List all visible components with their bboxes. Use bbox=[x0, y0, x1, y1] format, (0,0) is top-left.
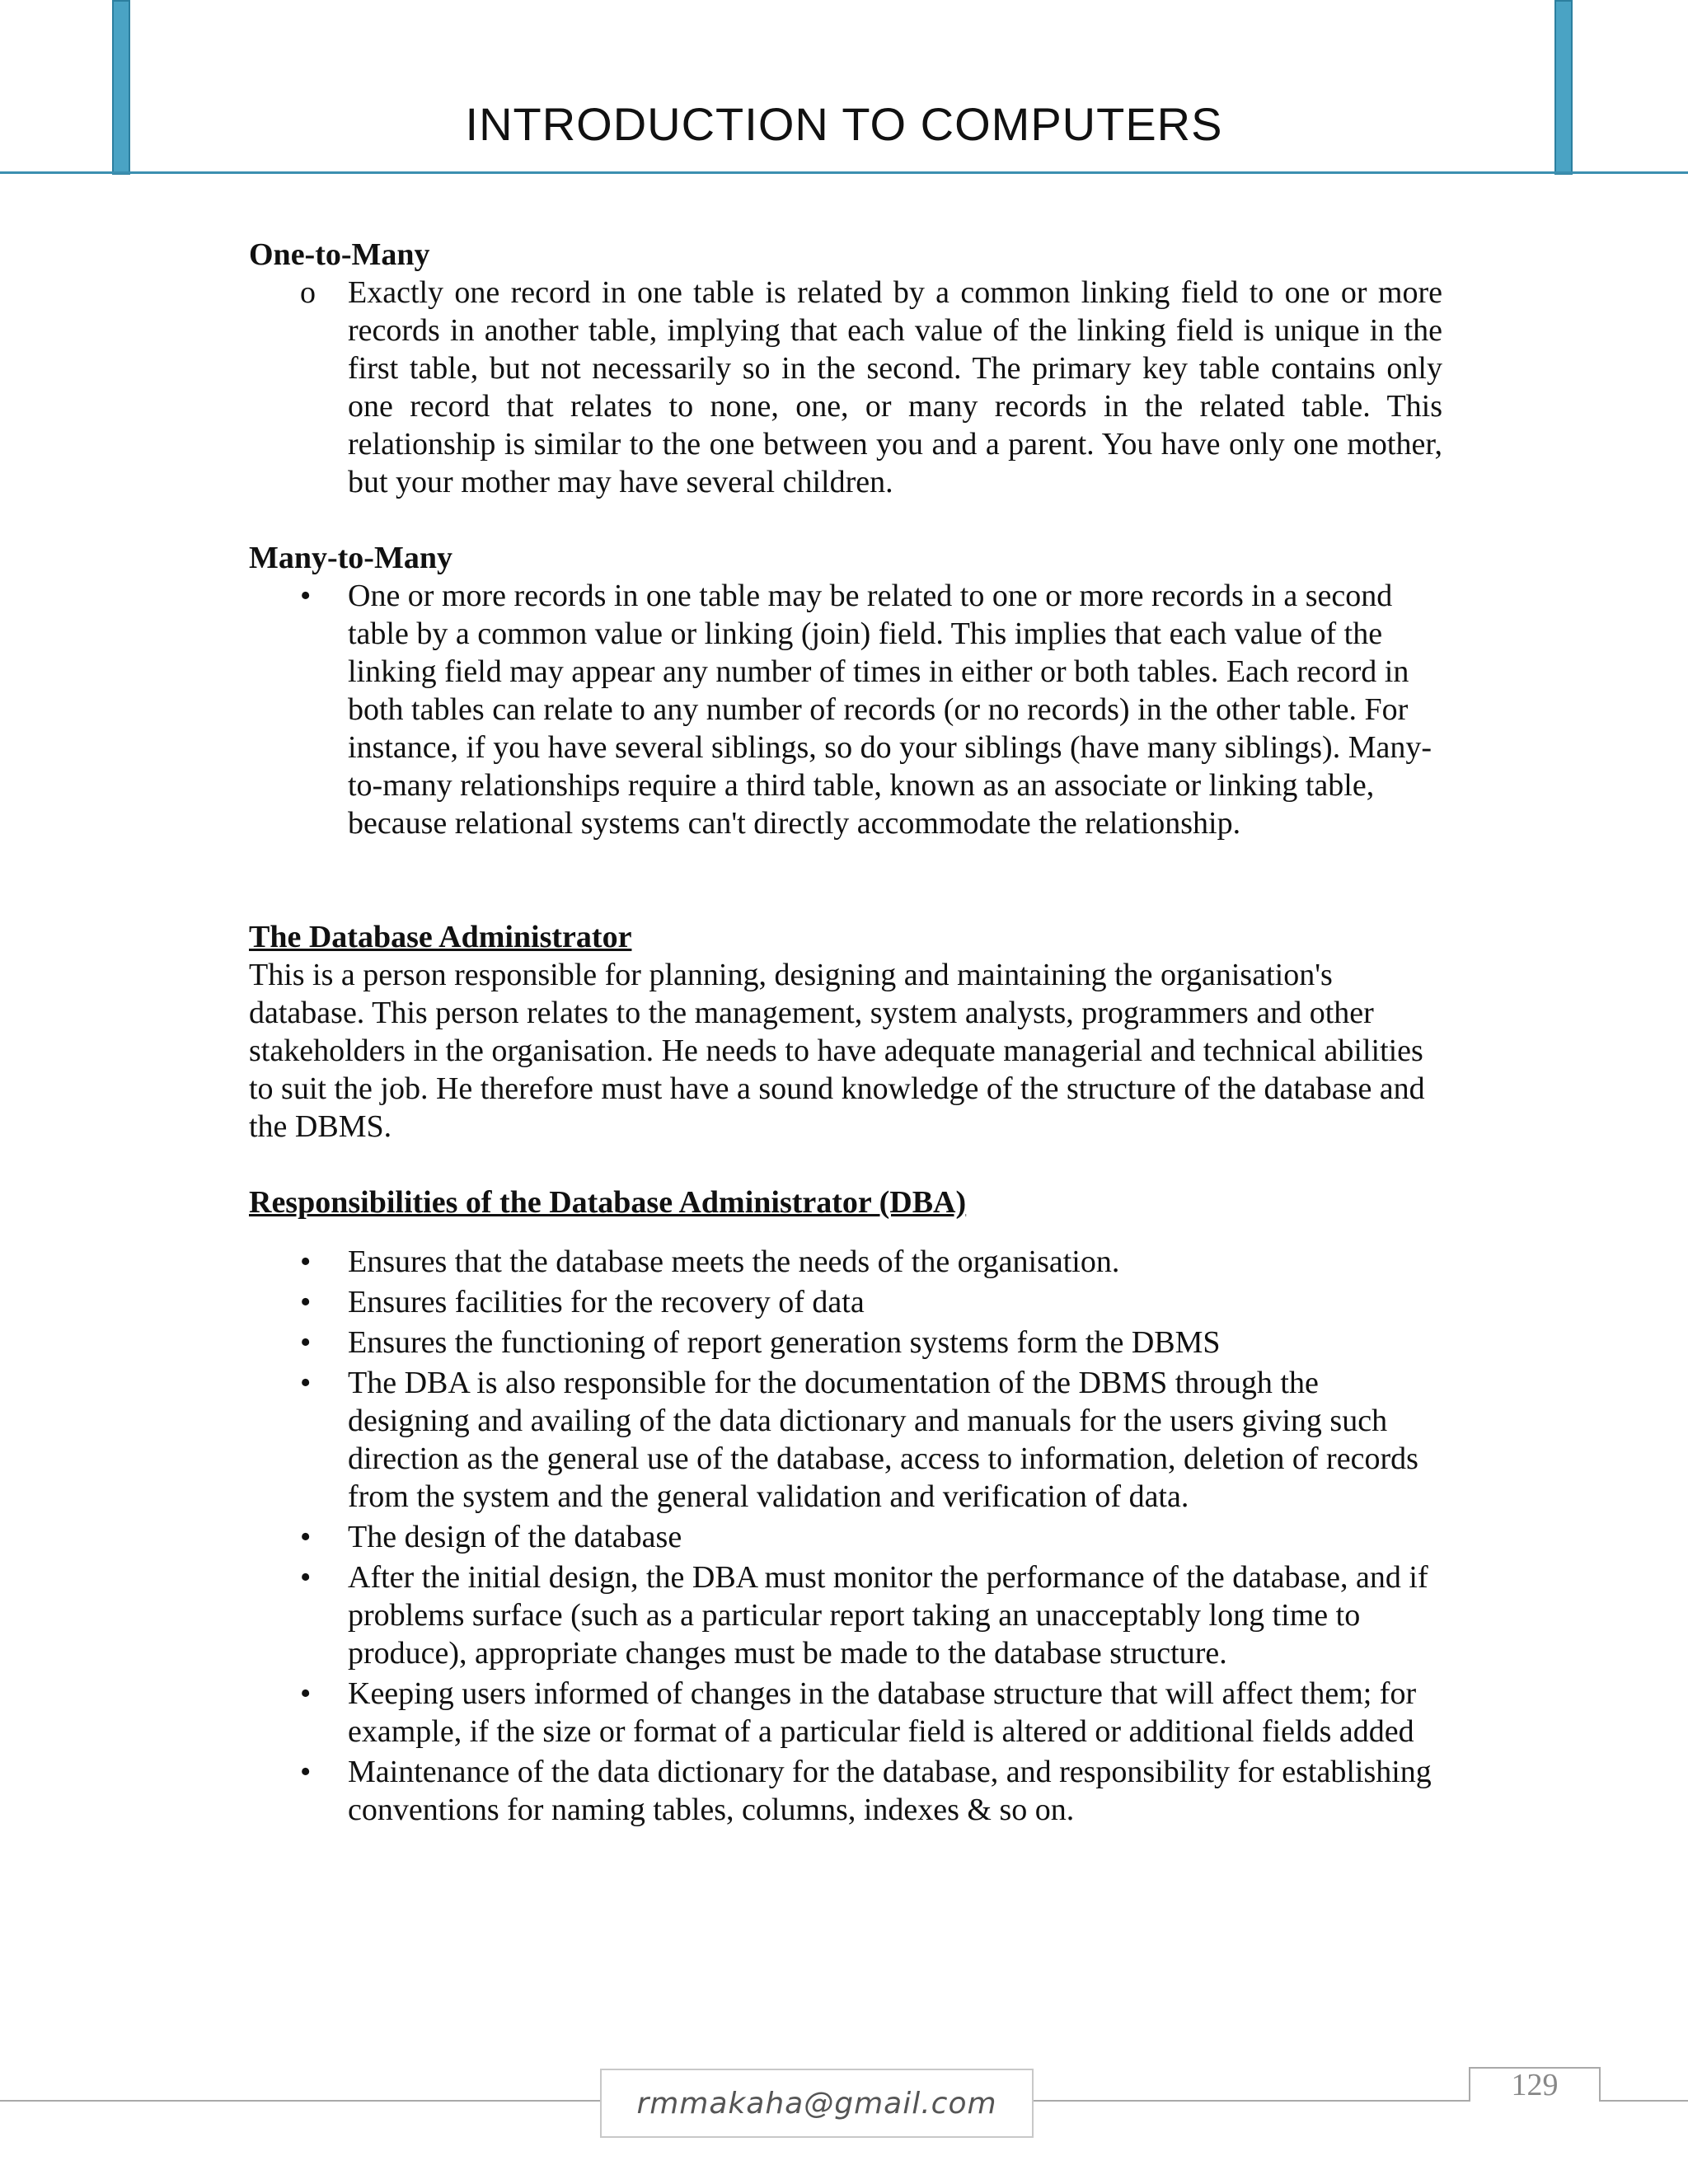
many-to-many-text: One or more records in one table may be related to one or more records in a second table by a common value or linking (join) field. This implies that each value of the linking field may appear any number of times in either or both tables. Each record in both tables can relate to any number of records (or no records) in the other table. For instance, if you have several siblings, so do your siblings (have many siblings). Many-to-many relationships require a third table, known as an associate or linking table, because relational systems can't directly accommodate the relationship. bbox=[348, 579, 1432, 841]
dba-paragraph: This is a person responsible for planning, designing and maintaining the organisation's database. This person relates to the management, system analysts, programmers and other stakeholders in the organisation. He needs to have adequate managerial and technical abilities to suit the job. He therefore must have a sound knowledge of the structure of the database and the DBMS. bbox=[249, 958, 1425, 1144]
one-to-many-text: Exactly one record in one table is related by a common linking field to one or more records in another table, implying that each value of the linking field is unique in the first table, but not necessarily so in the second. The primary key table contains only one record that relates to none, one, or many records in the related table. This relationship is similar to the one between you and a parent. You have only one mother, but your mother may have several children. bbox=[348, 275, 1442, 499]
page-content bbox=[249, 236, 1442, 1831]
bullet-icon: • bbox=[300, 1755, 312, 1789]
list-item bbox=[249, 1753, 1442, 1829]
responsibilities-list bbox=[249, 1243, 1442, 1829]
footer-email: rmmakaha@gmail.com bbox=[600, 2069, 1034, 2138]
circle-bullet-icon: o bbox=[300, 275, 316, 310]
list-item bbox=[249, 1243, 1442, 1281]
responsibility-text: Keeping users informed of changes in the database structure that will affect them; for example, if the size or format of a particular field is altered or additional fields added bbox=[348, 1676, 1417, 1749]
bullet-icon: • bbox=[300, 1366, 312, 1400]
list-item bbox=[249, 1283, 1442, 1321]
heading-one-to-many: One-to-Many bbox=[249, 237, 430, 272]
responsibility-text: The design of the database bbox=[348, 1520, 682, 1554]
list-item bbox=[249, 1558, 1442, 1672]
responsibility-text: After the initial design, the DBA must monitor the performance of the database, and if problems surface (such as a particular report taking an unacceptably long time to produce), appropriate changes must be made to the database structure. bbox=[348, 1560, 1428, 1671]
heading-many-to-many: Many-to-Many bbox=[249, 541, 452, 575]
list-item bbox=[249, 1324, 1442, 1361]
bullet-icon: • bbox=[300, 1325, 312, 1360]
heading-dba-responsibilities: Responsibilities of the Database Administrator (DBA) bbox=[249, 1185, 967, 1220]
footer-rule-right bbox=[1599, 2100, 1688, 2102]
footer-rule-left bbox=[0, 2100, 602, 2102]
bullet-icon: • bbox=[300, 579, 312, 613]
footer-rule-middle bbox=[1034, 2100, 1470, 2102]
list-item bbox=[249, 274, 1442, 501]
responsibility-text: Ensures facilities for the recovery of data bbox=[348, 1285, 865, 1319]
responsibility-text: The DBA is also responsible for the documentation of the DBMS through the designing and availing of the data dictionary and manuals for the users giving such direction as the general use of the database, access to information, deletion of records from the system and the general validation and verification of data. bbox=[348, 1366, 1418, 1514]
bullet-icon: • bbox=[300, 1676, 312, 1711]
page-number: 129 bbox=[1469, 2067, 1601, 2100]
responsibility-text: Ensures that the database meets the needs of the organisation. bbox=[348, 1244, 1120, 1279]
bullet-icon: • bbox=[300, 1244, 312, 1279]
list-item bbox=[249, 1364, 1442, 1516]
one-to-many-list bbox=[249, 274, 1442, 501]
bullet-icon: • bbox=[300, 1520, 312, 1554]
many-to-many-list bbox=[249, 577, 1442, 842]
heading-database-administrator: The Database Administrator bbox=[249, 920, 632, 954]
page-title: INTRODUCTION TO COMPUTERS bbox=[465, 98, 1223, 150]
list-item bbox=[249, 1675, 1442, 1750]
bullet-icon: • bbox=[300, 1560, 312, 1595]
list-item bbox=[249, 1518, 1442, 1556]
responsibility-text: Ensures the functioning of report generation systems form the DBMS bbox=[348, 1325, 1221, 1360]
header-rule bbox=[0, 171, 1688, 174]
bullet-icon: • bbox=[300, 1285, 312, 1319]
responsibility-text: Maintenance of the data dictionary for the database, and responsibility for establishing conventions for naming tables, columns, indexes & so on. bbox=[348, 1755, 1432, 1827]
list-item bbox=[249, 577, 1442, 842]
